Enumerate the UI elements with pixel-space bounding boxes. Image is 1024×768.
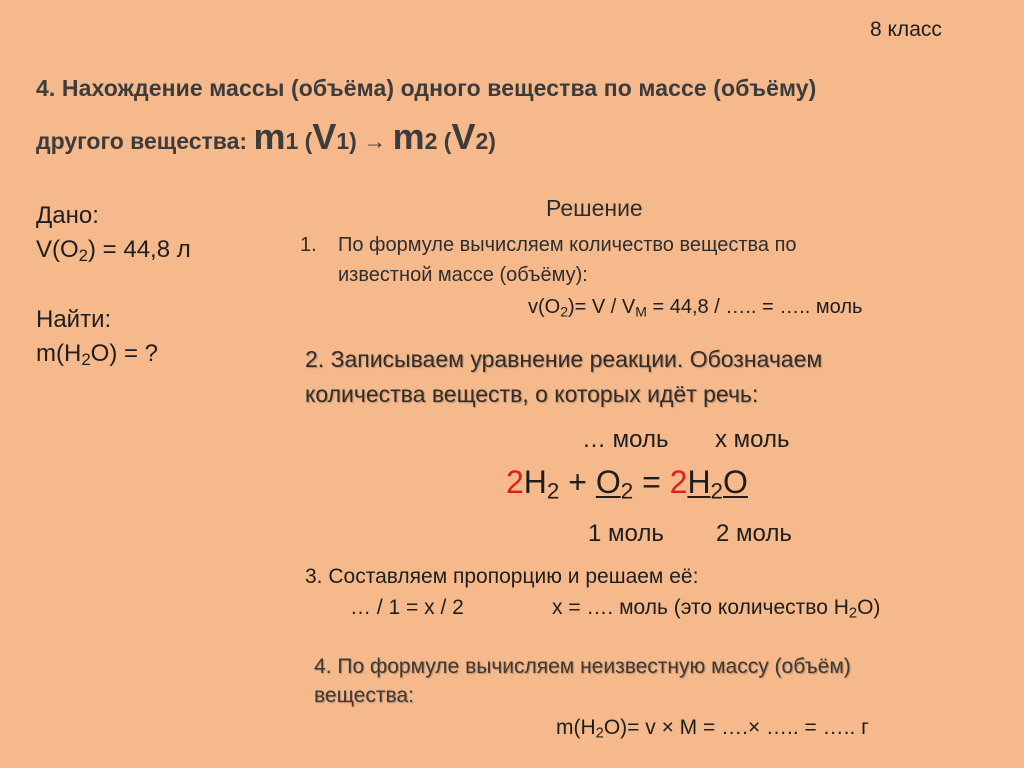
step1-number: 1. [300,234,317,256]
plus-sign: + [559,464,596,500]
step3-result-a: x = …. моль (это количество H [552,596,849,619]
step1-text-line1: По формуле вычисляем количество вещества по [338,234,797,256]
o2-symbol [595,464,634,504]
find-subscript: 2 [81,350,91,370]
solution-heading: Решение [546,195,643,221]
reaction-bottom-label-o2: 1 моль [588,520,664,547]
step1-formula-c: = 44,8 / ….. = ….. моль [646,296,863,318]
coef-h2: 2 [506,464,524,500]
step4-text-line2: вещества: [314,684,414,707]
given-value [36,236,191,264]
given-suffix: ) = 44,8 л [88,236,191,263]
reaction-top-label-h2: … моль [582,426,669,453]
given-subscript: 2 [78,246,89,266]
step1-text-line2: известной массе (объёму): [338,264,588,286]
given-label: Дано: [36,202,99,229]
find-label: Найти: [36,306,112,333]
reaction-top-label-h2o: x моль [715,426,790,453]
step1-formula-subM: M [635,303,647,320]
h2o-symbol [687,464,748,504]
title-close-paren-2: ) [488,128,496,154]
title-m1-symbol: m [253,116,286,157]
title-v2-index: 2 [475,128,489,154]
step4-formula-b: O)= v × M = ….× ….. = ….. г [603,716,869,739]
title-open-paren-2: ( [443,128,452,154]
equals-sign: = [633,464,670,500]
slide-title-line1: 4. Нахождение массы (объёма) одного вещества по массе (объёму) [36,75,817,101]
title-arrow: → [363,128,387,154]
find-value [36,340,158,368]
h2o-h: H [687,464,711,500]
step4-formula-a: m(H [556,716,596,739]
given-prefix: V(O [36,236,79,263]
o2-sub: 2 [620,478,634,504]
reaction-equation [506,464,748,504]
step4-formula [556,716,869,740]
step1-formula-b: )= V / V [568,296,636,318]
step1-formula-a: v(O [528,296,561,318]
step3-result-b: O) [857,596,881,619]
step4-formula-sub: 2 [595,725,604,742]
step1-formula-sub: 2 [560,303,569,320]
title-m1-index: 1 [285,128,299,154]
find-suffix: O) = ? [90,340,159,367]
h2o-o: O [723,464,748,500]
title-prefix: другого вещества: [36,128,248,154]
step3-proportion: … / 1 = x / 2 [350,596,464,619]
o2-letter: O [595,464,621,500]
coef-h2o: 2 [669,464,688,500]
title-close-paren-1: ) [349,128,357,154]
title-open-paren-1: ( [304,128,313,154]
slide-title-line2 [36,116,496,158]
h2o-sub: 2 [710,478,723,504]
grade-label: 8 класс [870,18,942,41]
h2-sub: 2 [546,478,560,504]
h2-symbol: H [523,464,547,500]
find-prefix: m(H [36,340,82,367]
step2-text-line2: количества веществ, о которых идёт речь: [305,381,759,407]
title-v1-index: 1 [336,128,350,154]
title-m2-symbol: m [392,116,425,157]
step3-result-sub: 2 [848,605,858,622]
step1-formula [528,296,862,319]
reaction-bottom-label-h2o: 2 моль [716,520,792,547]
title-m2-index: 2 [424,128,438,154]
step3-result [552,596,880,620]
step3-text: 3. Составляем пропорцию и решаем её: [305,565,699,588]
title-v2-symbol: V [451,116,476,157]
title-v1-symbol: V [312,116,337,157]
step4-text-line1: 4. По формуле вычисляем неизвестную массу (объём) [314,655,851,678]
step2-text-line1: 2. Записываем уравнение реакции. Обозначаем [305,346,823,372]
